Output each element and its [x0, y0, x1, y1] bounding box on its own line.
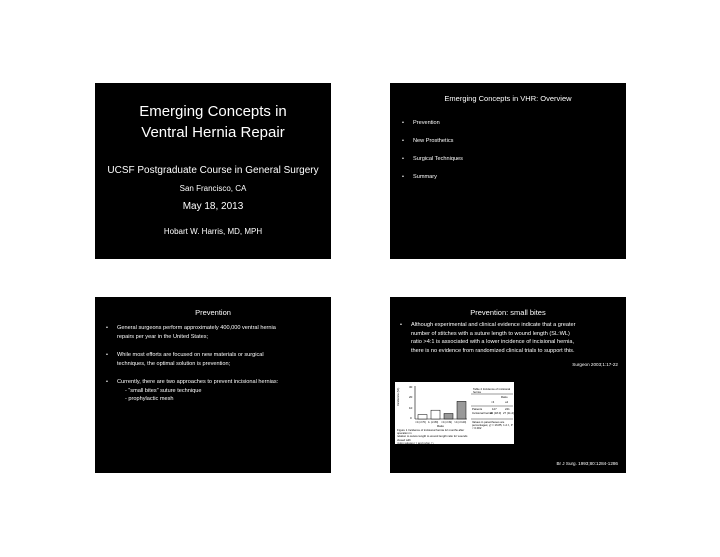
figure-panel [395, 382, 514, 444]
slide-title: Emerging Concepts in VHR: Overview [444, 94, 572, 103]
y-tick: 20 [409, 395, 413, 399]
slide-title: Prevention: small bites [470, 308, 546, 317]
bullet-dot: • [402, 174, 404, 180]
date: May 18, 2013 [182, 201, 244, 212]
bullet-item: • Summary [402, 174, 437, 180]
y-tick: 10 [409, 406, 413, 410]
bar-3 [444, 414, 453, 420]
author: Hobart W. Harris, MD, MPH [163, 227, 263, 236]
slide-small-bites [390, 297, 626, 473]
x-tick: <4 (n=70) [415, 421, 426, 424]
slide-prevention [95, 297, 331, 473]
bar-1 [418, 415, 427, 419]
bar-2 [431, 410, 440, 419]
bullet-item: • Although experimental and clinical evidence indicate that a greater number of stitches with a suture length to wound length (SL:WL) ratio >4:1 is associated with a lower incidence of incisional hernia, there is no evidence from randomized clinical trials to support this. [400, 322, 576, 354]
slide-overview [390, 83, 626, 259]
reference-top: Surgeon 2003;1:17-22 [572, 362, 618, 367]
x-tick: >4 (n=120) [454, 421, 467, 424]
y-axis-label: Incidence (%) [396, 387, 400, 406]
bullet-item: • Currently, there are two approaches to prevent incisional hernias: - “small bites” suture technique - prophylactic mesh [117, 378, 317, 404]
table-note: Values in parentheses are percentages; χ² = 16.85, 1 d.f., P < 0.002 [472, 420, 513, 431]
bullet-item: • Surgical Techniques [402, 156, 463, 162]
bullet-dot: • [106, 325, 108, 331]
reference-bottom: Br J Surg. 1993;80:1284-1286 [556, 461, 618, 466]
bullet-item: • New Prosthetics [402, 138, 454, 144]
bullet-dot: • [402, 156, 404, 162]
bullet-item: • General surgeons perform approximately 400,000 ventral hernia repairs per year in the United States; [106, 325, 276, 340]
y-tick: 0 [410, 416, 412, 420]
table-col-header: Ratio [501, 395, 508, 399]
presentation-title [95, 101, 331, 143]
bullet-item: • Prevention [402, 120, 440, 126]
x-tick: <4 (n=49) [441, 421, 452, 424]
bar-4 [457, 401, 466, 419]
course-name: UCSF Postgraduate Course in General Surgery [107, 165, 319, 176]
bullet-dot: • [402, 120, 404, 126]
table-cell: 27 (11.2) [503, 411, 514, 415]
slide-title [95, 83, 331, 259]
figure-caption: Figure 1 Incidence of incisional hernia 12 months after operation in relation to suture length to wound length ratio for wounds closed with nylon sutures ( ) and nylon ( ) [397, 428, 468, 445]
bullet-dot: • [106, 379, 108, 385]
table-row-label: Patients [472, 407, 483, 411]
sub-bullet: - prophylactic mesh [125, 396, 174, 403]
x-axis-label: Ratio [437, 424, 445, 428]
table-cell: 127 [492, 407, 497, 411]
bullet-dot: • [106, 352, 108, 358]
bullet-item: • While most efforts are focused on new materials or surgical techniques, the optimal solution is prevention; [106, 352, 264, 367]
bullet-dot: • [400, 322, 402, 328]
location: San Francisco, CA [179, 184, 247, 193]
table-cell: 241 [505, 407, 510, 411]
table-cell: 23 (18.0) [490, 411, 502, 415]
title-line-1: Emerging Concepts in [139, 103, 287, 120]
table-col-ge4: ≥4 [505, 400, 509, 404]
y-tick: 30 [409, 385, 413, 389]
x-tick: 4- (n=80) [428, 421, 439, 424]
slide-title: Prevention [195, 308, 231, 317]
table-col-lt4: <4 [491, 400, 495, 404]
bullet-dot: • [402, 138, 404, 144]
sub-bullet: - “small bites” suture technique [125, 387, 202, 394]
title-line-2: Ventral Hernia Repair [141, 124, 285, 141]
table-row-label: Incisional hernia [472, 411, 493, 415]
table-title: Table 2 Incidence of incisional hernia [473, 387, 511, 395]
